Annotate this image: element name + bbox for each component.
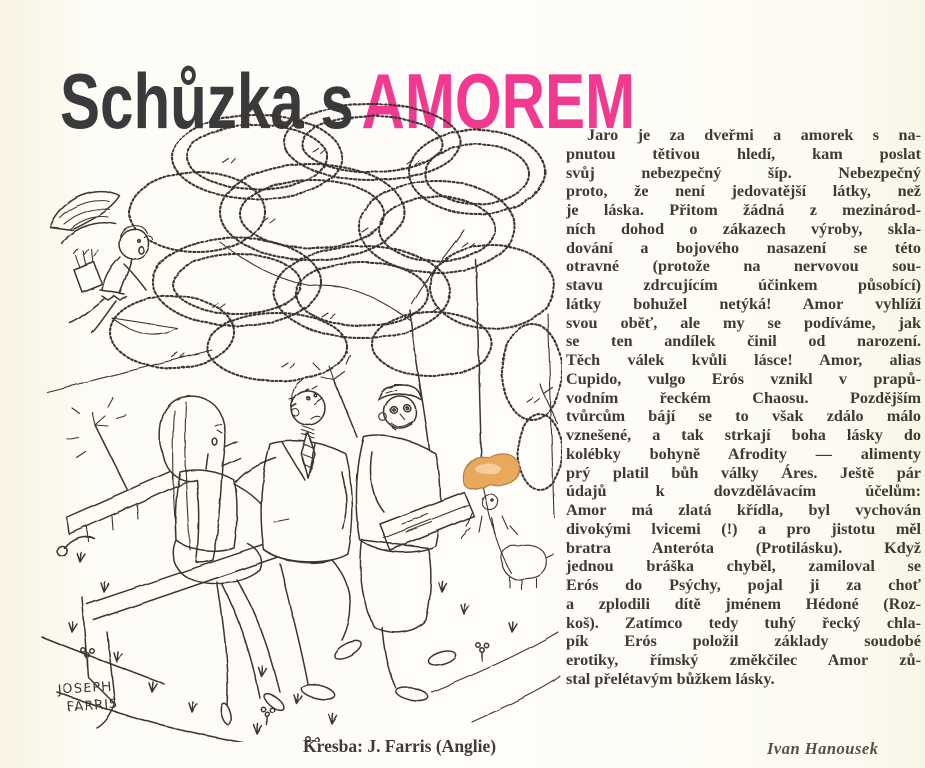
article-line: je láska. Přitom žádná z mezinárod- [566, 201, 921, 219]
article-line: dování a bojového nasazení se této [566, 238, 921, 257]
drawing-credit: Kresba: J. Farris (Anglie) [303, 736, 497, 756]
ground [42, 552, 560, 742]
article-line: otravné (protože na nervovou sou- [566, 257, 921, 276]
signature-line-1: JOSEPH [57, 679, 113, 698]
cartoon-illustration [12, 92, 562, 742]
article-line: divokými lvicemi (!) a pro jistotu měl [566, 519, 921, 538]
article-line: Jaro je za dveřmi a amorek s na- [587, 126, 921, 144]
squirrel-critter [461, 454, 554, 590]
article-line: koš). Zatímco tedy tuhý řecký chla- [566, 613, 921, 632]
article-line: svůj nebezpečný šíp. Nebezpečný [566, 163, 921, 182]
page-title-accent: AMOREM [361, 57, 636, 146]
article-line: a zplodili dítě jménem Hédoné (Roz- [566, 594, 921, 613]
article-line: ních dohod o zákazech výroby, skla- [566, 219, 921, 238]
article-line: kolébky bohyně Afrodity — alimenty [566, 444, 921, 463]
old-man-figure [357, 384, 474, 703]
article-line: Cupido, vulgo Erós vznikl v prapů- [566, 369, 921, 388]
article-line: tvůrcům bájí se to však zdálo málo [566, 407, 921, 426]
article-line: pík Erós položil základy soudobé [566, 632, 921, 651]
stuck-arrow [67, 398, 127, 489]
cupid-figure [47, 192, 212, 392]
article-line: stavu zdrcujícím účinkem působící) [566, 276, 921, 294]
artist-signature [56, 679, 118, 716]
article-line: erotiky, římský změkčilec Amor zů- [566, 651, 921, 669]
article-line: vznešené, a tak strkají boha lásky do [566, 426, 921, 444]
page-title-dark: Schůzka s [60, 57, 354, 146]
article-line: se ten andílek činil od narození. [566, 332, 921, 351]
article-line: jednou bráška chyběl, zamiloval se [566, 557, 921, 576]
article-text [566, 126, 921, 689]
article-line: proto, že není jedovatější látky, než [566, 182, 921, 201]
author-byline: Ivan Hanousek [767, 739, 879, 758]
signature-line-2: FARRIS [66, 696, 119, 716]
article-line: pnutou tětivou hledí, kam poslat [566, 144, 921, 163]
grass-tufts [66, 552, 517, 734]
flowers [81, 643, 489, 742]
article-line: látky bohužel netýká! Amor vyhlíží [566, 294, 921, 313]
article-line: vodním řeckém Chaosu. Pozdějším [566, 388, 921, 407]
man-figure [236, 380, 364, 702]
article-line: prý platil bůh války Áres. Ještě pár [566, 463, 921, 482]
article-line: Amor má zlatá křídla, byl vychován [566, 501, 921, 519]
article-line: stal přelétavým bůžkem lásky. [566, 669, 775, 688]
article-line: údajů k dovzdělávacím účelům: [566, 482, 921, 501]
article-line: svou oběť, ale my se podíváme, jak [566, 313, 921, 332]
article-line: bratra Anteróta (Protilásku). Když [566, 538, 921, 557]
article-line: Erós do Psýchy, pojal ji za choť [566, 576, 921, 594]
article-line: Těch válek kvůli lásce! Amor, alias [566, 351, 921, 369]
